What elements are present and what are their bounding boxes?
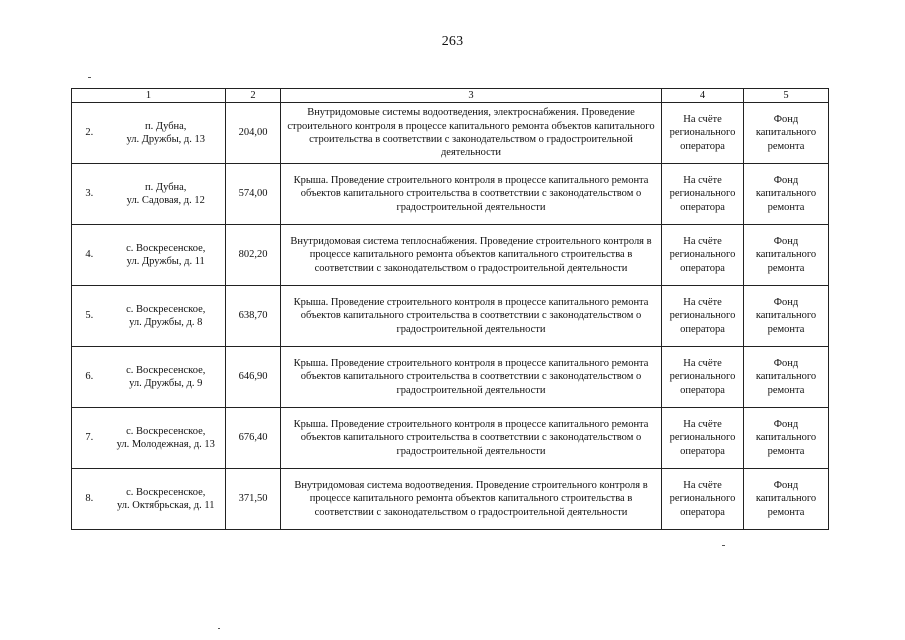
fund-cell (744, 347, 829, 408)
cost-cell: 574,00 (226, 164, 281, 225)
work-description-cell: Крыша. Проведение строительного контроля в процессе капитального ремонта объектов капитального строительства в соответствии с законодательством о градостроительной деятельности (281, 164, 662, 225)
account-line: регионального (669, 127, 736, 139)
fund-line: Фонд (773, 418, 799, 430)
fund-line: Фонд (773, 296, 799, 308)
account-line: оператора (680, 506, 725, 518)
address-line: ул. Дружбы, д. 9 (129, 378, 203, 389)
fund-line: ремонта (767, 140, 805, 152)
account-line: оператора (680, 140, 725, 152)
address-line: ул. Дружбы, д. 8 (129, 317, 203, 328)
fund-cell (744, 103, 829, 164)
account-line: На счёте (683, 357, 722, 369)
column-header-2: 2 (226, 89, 281, 103)
account-line: оператора (680, 323, 725, 335)
address-line: ул. Октябрьская, д. 11 (116, 500, 215, 511)
account-line: регионального (669, 432, 736, 444)
fund-line: Фонд (773, 113, 799, 125)
account-line: регионального (669, 493, 736, 505)
row-number: 4. (72, 225, 107, 286)
fund-line: ремонта (767, 445, 805, 457)
table-row (72, 164, 829, 225)
fund-line: Фонд (773, 357, 799, 369)
fund-line: ремонта (767, 201, 805, 213)
page-number: 263 (441, 34, 464, 49)
account-line: оператора (680, 445, 725, 457)
address-line: ул. Молодежная, д. 13 (116, 439, 215, 450)
account-line: регионального (669, 249, 736, 261)
address-cell (107, 286, 226, 347)
account-cell (662, 225, 744, 286)
fund-cell (744, 225, 829, 286)
work-description-cell: Внутридомовые системы водоотведения, электроснабжения. Проведение строительного контроля в процессе капитального ремонта объектов капитального строительства в соответствии с законодательством о градостроительной деятельности (281, 103, 662, 164)
fund-cell (744, 408, 829, 469)
address-cell (107, 469, 226, 530)
account-line: На счёте (683, 296, 722, 308)
work-description-cell: Внутридомовая система теплоснабжения. Проведение строительного контроля в процессе капитального ремонта объектов капитального строительства в соответствии с законодательством о градостроительной деятельности (281, 225, 662, 286)
address-line: п. Дубна, (145, 181, 187, 193)
cost-cell: 204,00 (226, 103, 281, 164)
table-row (72, 225, 829, 286)
address-line: п. Дубна, (145, 120, 187, 132)
address-cell (107, 408, 226, 469)
address-line: с. Воскресенское, (126, 425, 206, 437)
row-number: 8. (72, 469, 107, 530)
table-row (72, 469, 829, 530)
fund-line: капитального (755, 188, 817, 200)
table-row (72, 103, 829, 164)
cost-cell: 802,20 (226, 225, 281, 286)
fund-line: капитального (755, 371, 817, 383)
table-header (72, 89, 829, 103)
cost-cell: 371,50 (226, 469, 281, 530)
work-description-cell: Крыша. Проведение строительного контроля в процессе капитального ремонта объектов капитального строительства в соответствии с законодательством о градостроительной деятельности (281, 286, 662, 347)
account-line: На счёте (683, 174, 722, 186)
table-body (72, 103, 829, 530)
table-row (72, 347, 829, 408)
account-line: На счёте (683, 479, 722, 491)
work-description-cell: Внутридомовая система водоотведения. Проведение строительного контроля в процессе капитального ремонта объектов капитального строительства в соответствии с законодательством о градостроительной деятельности (281, 469, 662, 530)
fund-line: капитального (755, 127, 817, 139)
table-row (72, 408, 829, 469)
address-line: с. Воскресенское, (126, 242, 206, 254)
account-line: На счёте (683, 418, 722, 430)
fund-line: Фонд (773, 235, 799, 247)
fund-cell (744, 164, 829, 225)
row-number: 5. (72, 286, 107, 347)
address-cell (107, 103, 226, 164)
scan-mark (218, 628, 220, 629)
account-line: регионального (669, 310, 736, 322)
work-description-cell: Крыша. Проведение строительного контроля в процессе капитального ремонта объектов капитального строительства в соответствии с законодательством о градостроительной деятельности (281, 408, 662, 469)
column-header-5: 5 (744, 89, 829, 103)
fund-line: капитального (755, 432, 817, 444)
row-number: 6. (72, 347, 107, 408)
account-cell (662, 103, 744, 164)
address-line: ул. Садовая, д. 12 (126, 195, 205, 206)
table-row (72, 286, 829, 347)
account-cell (662, 164, 744, 225)
fund-line: Фонд (773, 479, 799, 491)
address-line: ул. Дружбы, д. 11 (126, 256, 205, 267)
address-line: с. Воскресенское, (126, 486, 206, 498)
address-cell (107, 225, 226, 286)
address-line: с. Воскресенское, (126, 303, 206, 315)
fund-line: ремонта (767, 262, 805, 274)
account-cell (662, 408, 744, 469)
account-line: регионального (669, 371, 736, 383)
fund-line: капитального (755, 249, 817, 261)
fund-cell (744, 286, 829, 347)
account-line: оператора (680, 201, 725, 213)
row-number: 2. (72, 103, 107, 164)
address-line: с. Воскресенское, (126, 364, 206, 376)
address-cell (107, 347, 226, 408)
account-line: На счёте (683, 113, 722, 125)
fund-line: ремонта (767, 323, 805, 335)
fund-line: Фонд (773, 174, 799, 186)
column-header-1: 1 (72, 89, 226, 103)
row-number: 3. (72, 164, 107, 225)
address-line: ул. Дружбы, д. 13 (126, 134, 206, 145)
scan-mark (722, 545, 725, 546)
address-cell (107, 164, 226, 225)
scan-mark (88, 77, 91, 78)
account-line: оператора (680, 262, 725, 274)
work-description-cell: Крыша. Проведение строительного контроля в процессе капитального ремонта объектов капитального строительства в соответствии с законодательством о градостроительной деятельности (281, 347, 662, 408)
cost-cell: 638,70 (226, 286, 281, 347)
column-header-4: 4 (662, 89, 744, 103)
fund-line: капитального (755, 310, 817, 322)
account-line: оператора (680, 384, 725, 396)
fund-line: капитального (755, 493, 817, 505)
account-cell (662, 469, 744, 530)
account-line: регионального (669, 188, 736, 200)
fund-line: ремонта (767, 506, 805, 518)
works-table (71, 88, 829, 530)
column-header-3: 3 (281, 89, 662, 103)
account-cell (662, 286, 744, 347)
row-number: 7. (72, 408, 107, 469)
account-line: На счёте (683, 235, 722, 247)
cost-cell: 646,90 (226, 347, 281, 408)
fund-line: ремонта (767, 384, 805, 396)
fund-cell (744, 469, 829, 530)
cost-cell: 676,40 (226, 408, 281, 469)
account-cell (662, 347, 744, 408)
